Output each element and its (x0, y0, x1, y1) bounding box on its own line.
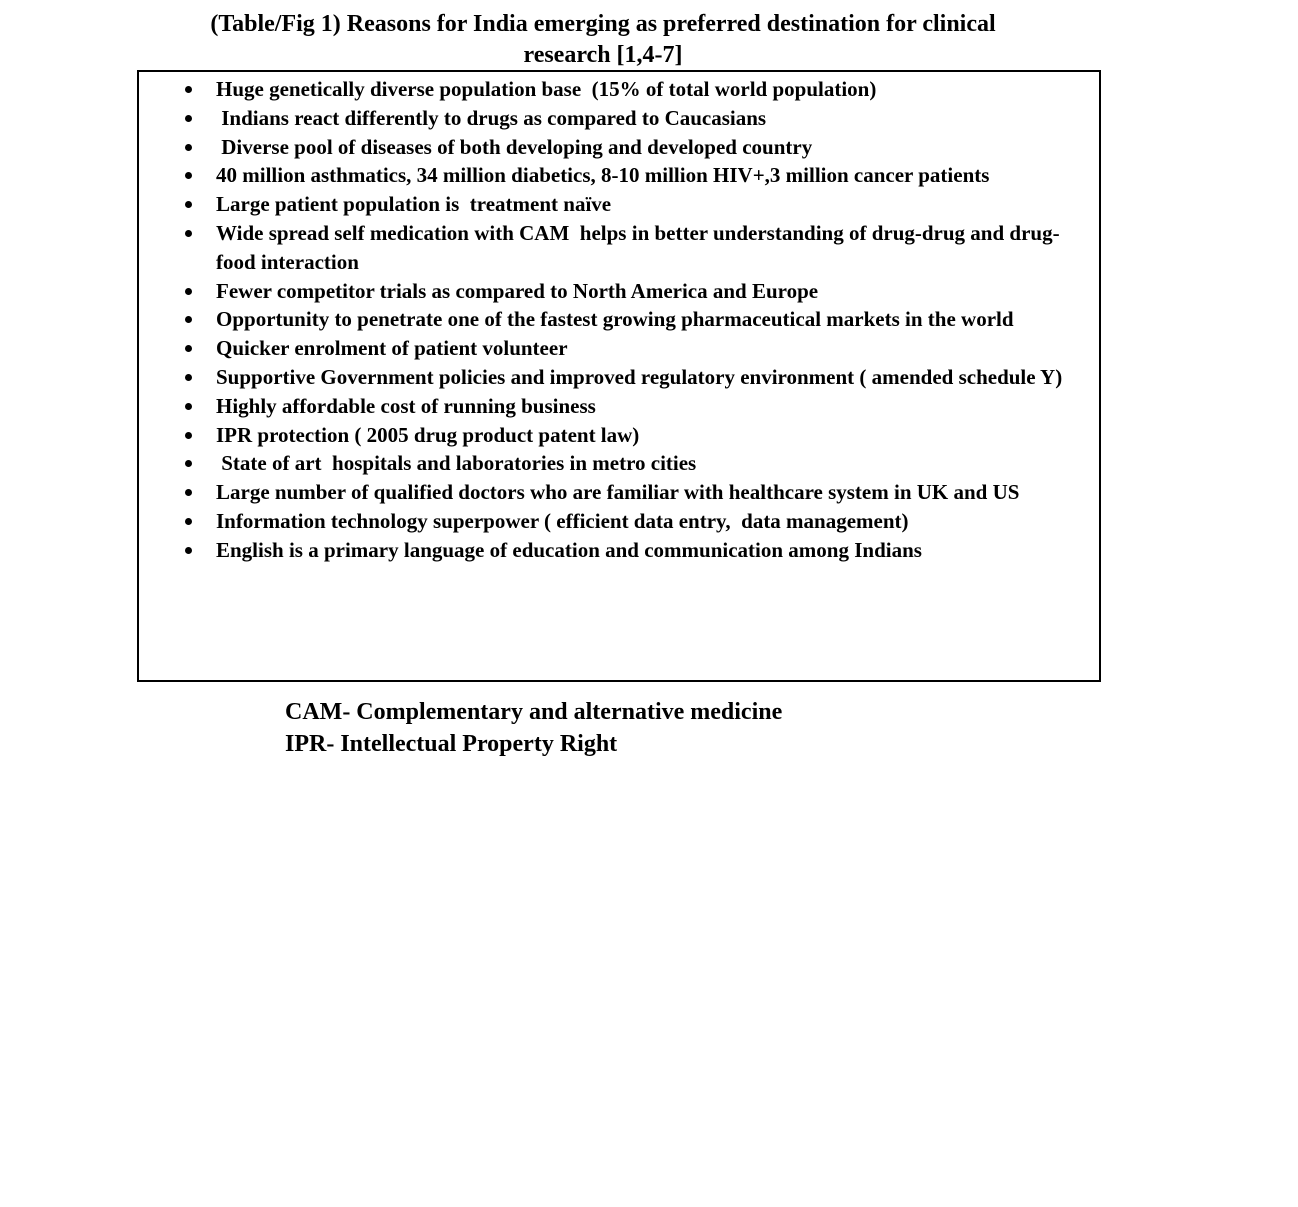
list-item (139, 133, 1099, 162)
list-item (139, 219, 1099, 277)
list-item-text: Highly affordable cost of running business (216, 393, 596, 418)
list-item-text: IPR protection ( 2005 drug product patent law) (216, 422, 640, 447)
bullet-icon (185, 288, 192, 295)
bullet-icon (185, 115, 192, 122)
bullet-icon (185, 547, 192, 554)
list-item (139, 334, 1099, 363)
figure-title-line-1: (Table/Fig 1) Reasons for India emerging as preferred destination for clinical (210, 11, 996, 37)
list-item (139, 478, 1099, 507)
list-item (139, 305, 1099, 334)
list-item-text: Indians react differently to drugs as compared to Caucasians (216, 105, 767, 130)
bullet-icon (185, 374, 192, 381)
bullet-icon (185, 432, 192, 439)
bullet-icon (185, 489, 192, 496)
bullet-icon (185, 230, 192, 237)
list-item (139, 363, 1099, 392)
bullet-icon (185, 172, 192, 179)
list-item (139, 161, 1099, 190)
bullet-icon (185, 86, 192, 93)
bullet-icon (185, 316, 192, 323)
list-item (139, 507, 1099, 536)
figure-title (0, 9, 1206, 71)
list-item-text: Wide spread self medication with CAM helps in better understanding of drug-drug and drug- food interaction (216, 220, 1065, 274)
reasons-list (139, 72, 1099, 565)
list-item-text: Diverse pool of diseases of both developing and developed country (216, 134, 813, 159)
list-item-text: State of art hospitals and laboratories in metro cities (216, 451, 697, 476)
list-item-text: 40 million asthmatics, 34 million diabetics, 8-10 million HIV+,3 million cancer patients (216, 163, 990, 188)
bullet-icon (185, 345, 192, 352)
list-item (139, 449, 1099, 478)
list-item (139, 75, 1099, 104)
list-item-text: Opportunity to penetrate one of the fastest growing pharmaceutical markets in the world (216, 307, 1014, 332)
list-item (139, 421, 1099, 450)
list-item-text: Large number of qualified doctors who are familiar with healthcare system in UK and US (216, 480, 1020, 505)
list-item-text: Fewer competitor trials as compared to North America and Europe (216, 278, 819, 303)
bullet-icon (185, 144, 192, 151)
list-item (139, 104, 1099, 133)
list-item (139, 190, 1099, 219)
bullet-icon (185, 460, 192, 467)
footnote-ipr: IPR- Intellectual Property Right (285, 730, 618, 757)
reasons-box (137, 70, 1101, 682)
list-item (139, 536, 1099, 565)
list-item-text: Huge genetically diverse population base (15% of total world population) (216, 77, 877, 101)
list-item-text: Quicker enrolment of patient volunteer (216, 336, 568, 361)
bullet-icon (185, 518, 192, 525)
abbreviation-footnotes (285, 697, 782, 760)
list-item-text: English is a primary language of education and communication among Indians (216, 537, 922, 562)
list-item (139, 392, 1099, 421)
bullet-icon (185, 201, 192, 208)
list-item-text: Supportive Government policies and improved regulatory environment ( amended schedule Y) (216, 364, 1063, 389)
bullet-icon (185, 403, 192, 410)
list-item-text: Information technology superpower ( efficient data entry, data management) (216, 508, 909, 533)
list-item (139, 277, 1099, 306)
footnote-cam: CAM- Complementary and alternative medicine (285, 699, 783, 725)
figure-title-line-2: research [1,4-7] (523, 42, 683, 68)
list-item-text: Large patient population is treatment naïve (216, 192, 612, 217)
